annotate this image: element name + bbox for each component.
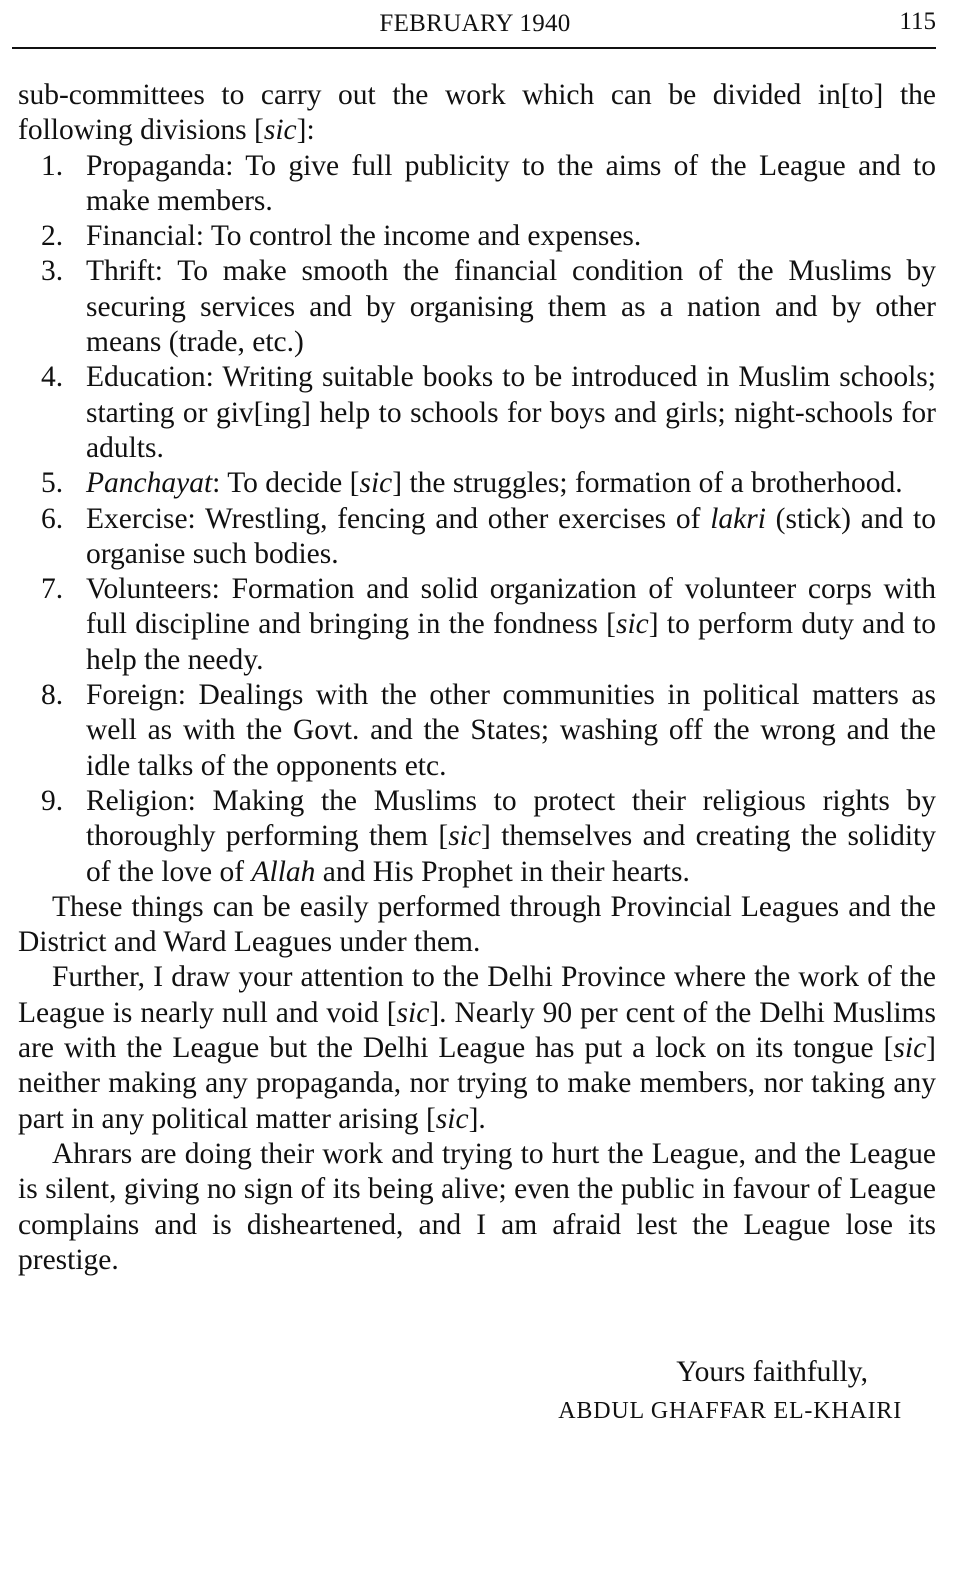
ahrars-paragraph: Ahrars are doing their work and trying to hurt the League, and the League is silent, giving no sign of its being alive; even the public in favour of League complains and is disheartened, and I am afraid lest the League lose its prestige. <box>18 1137 936 1276</box>
header-rule <box>12 47 936 49</box>
item-text: Religion: Making the Muslims to protect their religious rights by thoroughly performing them [ <box>86 784 936 853</box>
item-text: Exercise: Wrestling, fencing and other exercises of <box>86 502 711 535</box>
item-text-end: and His Prophet in their hearts. <box>315 855 690 888</box>
list-item <box>18 502 936 573</box>
list-item <box>18 466 936 501</box>
paragraph-text: ]. <box>468 1102 486 1135</box>
letter-body <box>18 78 936 1278</box>
item-text: Thrift: To make smooth the financial condition of the Muslims by securing services and by organising them as a nation and by other means (trade, etc.) <box>86 255 936 359</box>
leagues-paragraph: These things can be easily performed through Provincial Leagues and the District and Ward Leagues under them. <box>18 890 936 959</box>
intro-text: sub-committees to carry out the work which can be divided in[to] the following divisions [ <box>18 79 936 147</box>
item-number: 4. <box>41 361 64 394</box>
delhi-paragraph <box>18 960 936 1136</box>
item-text: Financial: To control the income and expenses. <box>86 220 642 253</box>
running-title: FEBRUARY 1940 <box>379 10 571 37</box>
sic-marker: sic <box>448 820 481 853</box>
item-text-middle: ] themselves and creating the solidity of the love of <box>86 820 937 888</box>
intro-text-end: ]: <box>296 114 315 147</box>
list-item <box>18 149 936 220</box>
list-item <box>18 572 936 678</box>
item-number: 1. <box>41 149 64 182</box>
sic-marker: sic <box>359 467 393 500</box>
item-text: Education: Writing suitable books to be introduced in Muslim schools; starting or giv[ing] help to schools for boys and girls; night-schools for adults. <box>86 361 936 464</box>
signature-name: ABDUL GHAFFAR EL-KHAIRI <box>558 1398 902 1424</box>
item-number: 8. <box>41 679 64 712</box>
list-item <box>18 678 936 784</box>
item-number: 3. <box>41 255 64 288</box>
paragraph-text: ]. Nearly 90 per cent of the Delhi Muslims are with the League but the Delhi League has put a lock on its tongue [ <box>18 996 936 1065</box>
item-number: 9. <box>41 784 64 817</box>
item-number: 5. <box>41 467 64 500</box>
list-item <box>18 360 936 466</box>
list-item <box>18 784 936 890</box>
item-text-end: ] the struggles; formation of a brotherhood. <box>392 467 903 500</box>
page-number: 115 <box>899 8 936 35</box>
italic-term: Allah <box>251 855 316 888</box>
paragraph-text: ] neither making any propaganda, nor trying to make members, nor taking any part in any political matter arising [ <box>18 1032 936 1135</box>
list-item <box>18 254 936 360</box>
italic-term: lakri <box>710 502 766 535</box>
item-text: Volunteers: Formation and solid organization of volunteer corps with full discipline and bringing in the fondness [ <box>86 573 936 641</box>
running-head <box>14 4 936 44</box>
sic-marker: sic <box>615 608 649 641</box>
item-text: : To decide [ <box>212 467 360 500</box>
sic-marker: sic <box>263 114 297 147</box>
closing-salutation: Yours faithfully, <box>676 1356 868 1388</box>
item-number: 6. <box>41 502 64 535</box>
sic-marker: sic <box>435 1102 469 1135</box>
sic-marker: sic <box>893 1032 927 1065</box>
paragraph-text: Further, I draw your attention to the Delhi Province where the work of the League is nearly null and void [ <box>18 961 936 1029</box>
item-text-end: ] to perform duty and to help the needy. <box>86 608 936 676</box>
sic-marker: sic <box>396 996 430 1029</box>
item-number: 7. <box>41 573 64 606</box>
item-text: Foreign: Dealings with the other communities in political matters as well as with the Govt. and the States; washing off the wrong and the idle talks of the opponents etc. <box>86 679 936 782</box>
intro-paragraph <box>18 78 936 149</box>
italic-term: Panchayat <box>86 467 213 500</box>
list-item <box>18 219 936 254</box>
item-number: 2. <box>41 220 64 253</box>
divisions-list <box>18 149 936 890</box>
item-text-end: (stick) and to organise such bodies. <box>86 502 936 570</box>
item-text: Propaganda: To give full publicity to the aims of the League and to make members. <box>86 149 936 217</box>
